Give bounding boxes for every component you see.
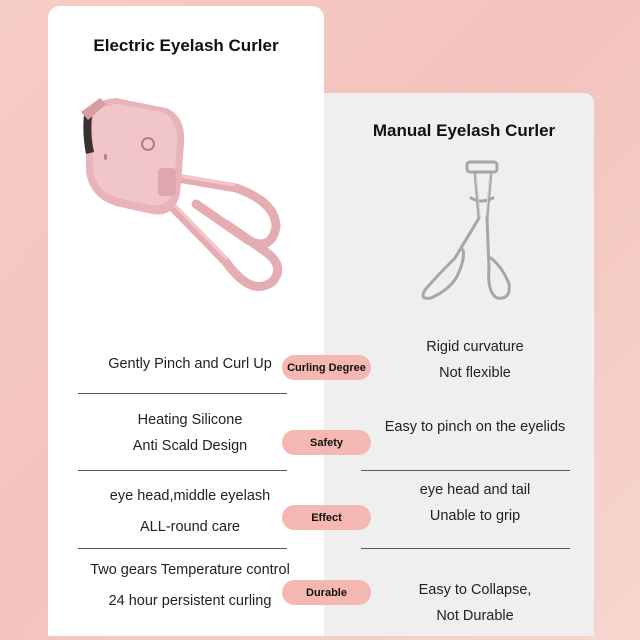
divider	[78, 548, 287, 549]
electric-curler-image	[76, 92, 286, 297]
manual-effect-line1: eye head and tail	[419, 482, 531, 498]
manual-curling-degree-line1: Rigid curvature	[426, 339, 524, 355]
electric-safety	[60, 407, 320, 459]
manual-durable-line2: Not Durable	[436, 608, 514, 624]
category-badge-effect: Effect	[282, 505, 371, 530]
category-badge-durable: Durable	[282, 580, 371, 605]
manual-curler-image	[415, 158, 515, 303]
divider	[78, 393, 287, 394]
category-badge-curling-degree: Curling Degree	[282, 355, 371, 380]
manual-curling-degree	[360, 334, 590, 386]
electric-curler-title: Electric Eyelash Curler	[93, 36, 279, 55]
electric-safety-line2: Anti Scald Design	[132, 438, 248, 454]
manual-curling-degree-line2: Not flexible	[439, 365, 511, 381]
electric-curling-degree	[60, 351, 320, 377]
manual-durable	[360, 577, 590, 629]
electric-durable-line2: 24 hour persistent curling	[108, 593, 272, 609]
manual-safety	[360, 414, 590, 440]
divider	[361, 548, 570, 549]
manual-durable-line1: Easy to Collapse,	[418, 582, 532, 598]
electric-safety-line1: Heating Silicone	[137, 412, 243, 428]
manual-effect	[360, 477, 590, 529]
category-badge-safety: Safety	[282, 430, 371, 455]
electric-durable	[60, 557, 320, 614]
manual-curler-title: Manual Eyelash Curler	[372, 121, 556, 140]
electric-curling-degree-text: Gently Pinch and Curl Up	[108, 356, 272, 372]
divider	[361, 470, 570, 471]
electric-effect-line2: ALL-round care	[140, 519, 240, 535]
electric-effect-line1: eye head,middle eyelash	[109, 488, 271, 504]
divider	[78, 470, 287, 471]
manual-effect-line2: Unable to grip	[429, 508, 521, 524]
manual-safety-text: Easy to pinch on the eyelids	[384, 419, 566, 435]
electric-durable-line1: Two gears Temperature control	[90, 562, 290, 578]
electric-effect	[60, 483, 320, 540]
